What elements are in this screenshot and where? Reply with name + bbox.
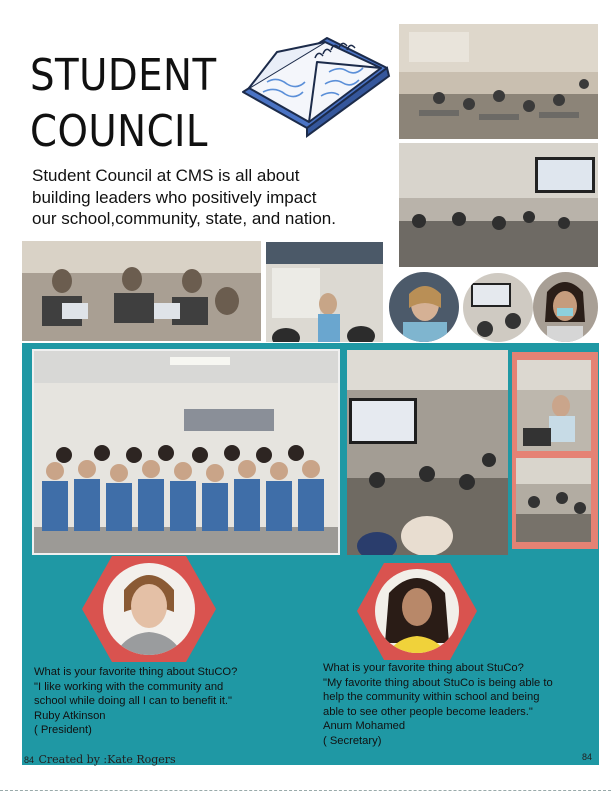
profile-answer-line-2: school while doing all I can to benefit it."	[34, 695, 233, 707]
intro-paragraph	[32, 165, 336, 230]
intro-line-1: Student Council at CMS is all about	[32, 166, 300, 185]
photo-classroom-screen	[399, 143, 598, 267]
profile-question: What is your favorite thing about StuCo?	[323, 662, 524, 674]
profile-role: ( President)	[34, 724, 92, 736]
title-line-2: COUNCIL	[30, 106, 208, 157]
photo-group	[34, 351, 338, 553]
page-number-left: 84	[24, 755, 35, 765]
footer-credit	[24, 750, 176, 768]
profile-name: Anum Mohamed	[323, 720, 406, 732]
intro-line-2: building leaders who positively impact	[32, 187, 317, 207]
profile-president	[34, 665, 237, 738]
profile-answer-line-3: able to see other people become leaders."	[323, 705, 533, 718]
photo-student-speaking	[266, 242, 383, 342]
profile-question: What is your favorite thing about StuCO?	[34, 666, 238, 678]
photo-student-laptop	[517, 360, 591, 451]
photo-circle-2	[463, 273, 533, 342]
photo-students-desks	[516, 458, 591, 542]
photo-classroom-top	[399, 24, 598, 139]
page-border-dashed	[0, 790, 611, 791]
portrait-hexagon-president	[82, 556, 216, 662]
profile-answer-line-1: "I like working with the community and	[34, 680, 224, 693]
profile-role: ( Secretary)	[323, 734, 382, 747]
photo-students-laptops	[22, 241, 261, 341]
notebook-illustration	[237, 32, 399, 144]
page-number-right: 84	[582, 752, 593, 762]
portrait-hexagon-secretary	[357, 563, 477, 660]
photo-circle-1	[389, 272, 459, 342]
photo-circle-3	[533, 272, 598, 342]
profile-answer-line-1: "My favorite thing about StuCo is being able to	[323, 676, 553, 689]
intro-line-3: our school,community, state, and nation.	[32, 209, 336, 228]
title-line-1: STUDENT	[30, 50, 217, 101]
profile-answer-line-2: help the community within school and being	[323, 691, 540, 703]
profile-secretary	[323, 661, 553, 748]
credit-text: Created by :Kate Rogers	[38, 753, 176, 766]
profile-name: Ruby Atkinson	[34, 709, 106, 722]
photo-classroom-wide	[347, 350, 508, 555]
page-title	[30, 48, 217, 160]
